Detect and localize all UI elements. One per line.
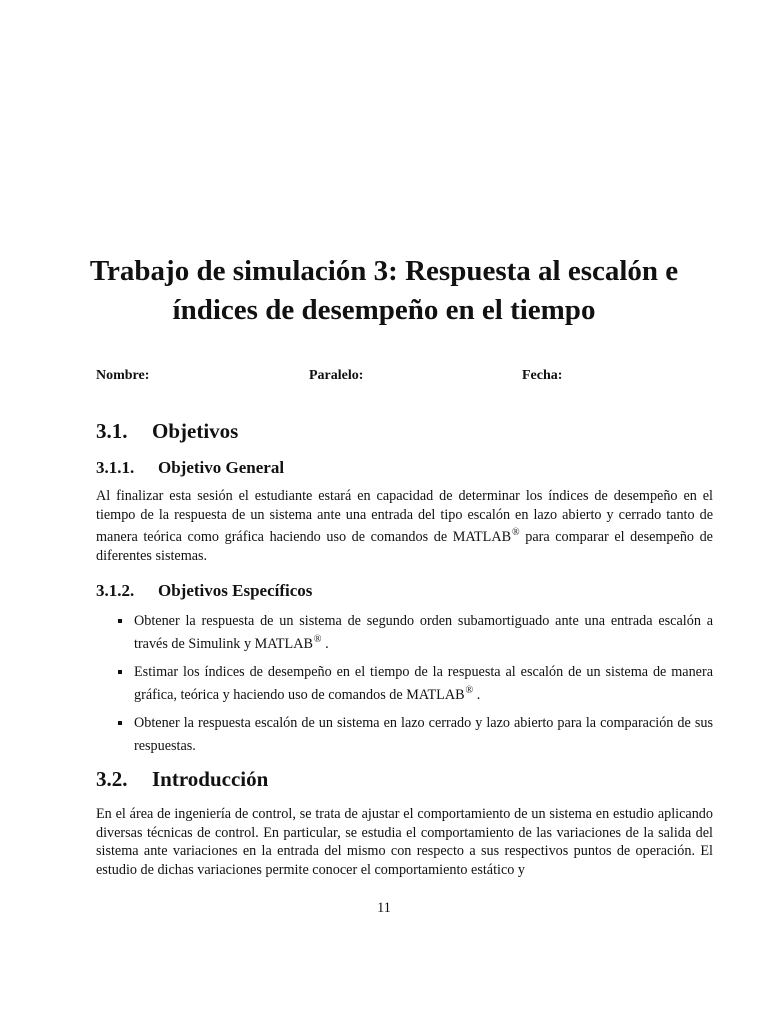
list-item <box>96 663 713 704</box>
section-objetivos-heading <box>96 419 238 444</box>
bullet-marker <box>118 670 122 674</box>
list-item-text: Estimar los índices de desempeño en el tiempo de la respuesta al escalón de un sistema de manera gráfica, teórica y haciendo uso de comandos de MATLAB <box>134 664 713 703</box>
section-title: Introducción <box>152 767 269 791</box>
subsection-number: 3.1.1. <box>96 458 135 477</box>
objetivos-especificos-list <box>96 612 713 766</box>
paragraph-text: Al finalizar esta sesión el estudiante estará en capacidad de determinar los índices de desempeño en el tiempo de la respuesta de un sistema ante una entrada del tipo escalón en lazo abierto y cerrado tanto de manera teórica como gráfica haciendo uso de comandos de MATLAB <box>96 488 713 546</box>
subsection-number: 3.1.2. <box>96 581 135 600</box>
student-fields <box>96 368 716 388</box>
introduccion-paragraph: En el área de ingeniería de control, se trata de ajustar el comportamiento de un sistema en estudio aplicando diversas técnicas de control. En particular, se estudia el comportamiento de las variaciones de la salida del sistema ante variaciones en la entrada del mismo con respecto a sus respectivos puntos de operación. El estudio de dichas variaciones permite conocer el comportamiento estático y <box>96 806 713 878</box>
subsection-objetivo-general-heading <box>96 458 284 478</box>
subsection-title: Objetivo General <box>158 458 285 477</box>
list-item-text: Obtener la respuesta de un sistema de segundo orden subamortiguado ante una entrada escalón a través de Simulink y MATLAB <box>134 613 713 652</box>
fecha-label: Fecha: <box>522 368 563 383</box>
registered-mark: ® <box>313 633 322 645</box>
list-item-text: Obtener la respuesta escalón de un sistema en lazo cerrado y lazo abierto para la comparación de sus respuestas. <box>134 715 713 754</box>
section-title: Objetivos <box>152 419 239 443</box>
list-item-end: . <box>321 635 329 652</box>
bullet-marker <box>118 619 122 623</box>
list-item-end: . <box>473 686 481 703</box>
chapter-title: Trabajo de simulación 3: Respuesta al escalón e índices de desempeño en el tiempo <box>89 255 679 326</box>
list-item <box>96 714 713 755</box>
subsection-title: Objetivos Específicos <box>158 581 313 600</box>
nombre-label: Nombre: <box>96 368 150 383</box>
registered-mark: ® <box>465 684 474 696</box>
page-number: 11 <box>377 900 391 916</box>
list-item <box>96 612 713 653</box>
section-number: 3.2. <box>96 767 128 791</box>
bullet-marker <box>118 721 122 725</box>
subsection-objetivos-especificos-heading <box>96 581 312 601</box>
section-number: 3.1. <box>96 419 128 443</box>
paragraph-text-end: para comparar el desempeño de diferentes sistemas. <box>96 529 713 564</box>
objetivo-general-paragraph <box>96 487 713 565</box>
section-introduccion-heading <box>96 767 268 792</box>
paralelo-label: Paralelo: <box>309 368 364 383</box>
registered-mark: ® <box>512 527 520 539</box>
